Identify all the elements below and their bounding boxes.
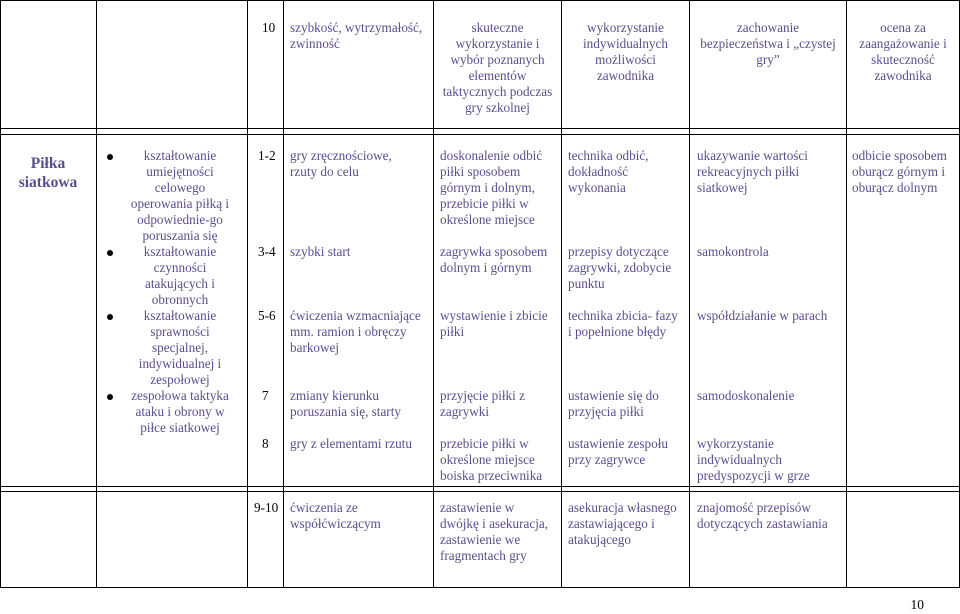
knowledge-cell: asekuracja własnego zastawiającego i atakującego (568, 500, 677, 547)
table-border-top (0, 0, 960, 1)
column-divider (689, 0, 690, 588)
bullet-icon (107, 394, 113, 400)
knowledge-cell: przepisy dotyczące zagrywki, zdobycie punktu (568, 244, 672, 291)
goal-item: kształtowanie umiejętności celowego operowania piłką i odpowiednie-go poruszania się (130, 148, 230, 243)
exercise-cell: ćwiczenia ze współćwiczącym (290, 500, 381, 531)
bullet-icon (107, 154, 113, 160)
technique-cell: zagrywka sposobem dolnym i górnym (440, 244, 548, 275)
column-divider (96, 0, 97, 588)
method-cell: wykorzystanie indywidualnych możliwości zawodnika (583, 20, 668, 83)
exercise-cell: ćwiczenia wzmacniające mm. ramion i obręczy barkowej (290, 308, 421, 355)
technique-cell: przyjęcie piłki z zagrywki (440, 388, 525, 419)
knowledge-cell: technika zbicia- fazy i popełnione błędy (568, 308, 678, 339)
row-divider (0, 486, 960, 487)
goal-item: zespołowa taktyka ataku i obrony w piłce siatkowej (131, 388, 229, 435)
goal-item: kształtowanie czynności atakujących i obronnych (143, 244, 217, 307)
row-divider (0, 134, 960, 135)
page-number: 10 (910, 597, 924, 612)
exercise-cell: gry zręcznościowe, rzuty do celu (290, 148, 392, 179)
row-divider (0, 491, 960, 492)
column-divider (247, 0, 248, 588)
assessment-cell: ocena za zaangażowanie i skuteczność zawodnika (859, 20, 947, 83)
lesson-number: 8 (262, 436, 269, 451)
row-divider (0, 128, 960, 129)
lesson-number: 10 (262, 20, 276, 35)
column-divider (0, 0, 1, 588)
values-cell: znajomość przepisów dotyczących zastawiania (697, 500, 828, 531)
section-title: Piłka siatkowa (18, 155, 78, 191)
technique-cell: wystawienie i zbicie piłki (440, 308, 548, 339)
lesson-number: 1-2 (258, 148, 276, 163)
safety-cell: zachowanie bezpieczeństwa i „czystej gry” (700, 20, 836, 67)
values-cell: ukazywanie wartości rekreacyjnych piłki siatkowej (697, 148, 808, 195)
exercise-cell: szybki start (290, 244, 351, 259)
values-cell: samodoskonalenie (697, 388, 795, 403)
lesson-number: 9-10 (254, 500, 279, 515)
bullet-icon (107, 314, 113, 320)
lesson-number: 7 (262, 388, 269, 403)
exercise-cell: gry z elementami rzutu (290, 436, 412, 451)
column-divider (846, 0, 847, 588)
goal-item: kształtowanie sprawności specjalnej, indywidualnej i zespołowej (138, 308, 222, 387)
technique-cell: przebicie piłki w określone miejsce boiska przeciwnika (440, 436, 543, 483)
task-cell: skuteczne wykorzystanie i wybór poznanych elementów taktycznych podczas gry szkolnej (442, 20, 553, 115)
exercise-cell: zmiany kierunku poruszania się, starty (290, 388, 401, 419)
values-cell: współdziałanie w parach (697, 308, 828, 323)
lesson-number: 3-4 (258, 244, 276, 259)
lesson-number: 5-6 (258, 308, 276, 323)
skill-cell: szybkość, wytrzymałość, zwinność (290, 20, 423, 51)
knowledge-cell: technika odbić, dokładność wykonania (568, 148, 649, 195)
values-cell: samokontrola (697, 244, 769, 259)
table-border-bottom (0, 587, 960, 588)
technique-cell: zastawienie w dwójkę i asekuracja, zastawienie we fragmentach gry (440, 500, 549, 563)
bullet-icon (107, 250, 113, 256)
values-cell: wykorzystanie indywidualnych predyspozycji w grze (697, 436, 810, 483)
knowledge-cell: ustawienie się do przyjęcia piłki (568, 388, 659, 419)
column-divider (561, 0, 562, 588)
assessment-cell: odbicie sposobem oburącz górnym i oburącz dolnym (852, 148, 947, 195)
column-divider (283, 0, 284, 588)
technique-cell: doskonalenie odbić piłki sposobem górnym i dolnym, przebicie piłki w określone miejsce (440, 148, 543, 227)
knowledge-cell: ustawienie zespołu przy zagrywce (568, 436, 668, 467)
